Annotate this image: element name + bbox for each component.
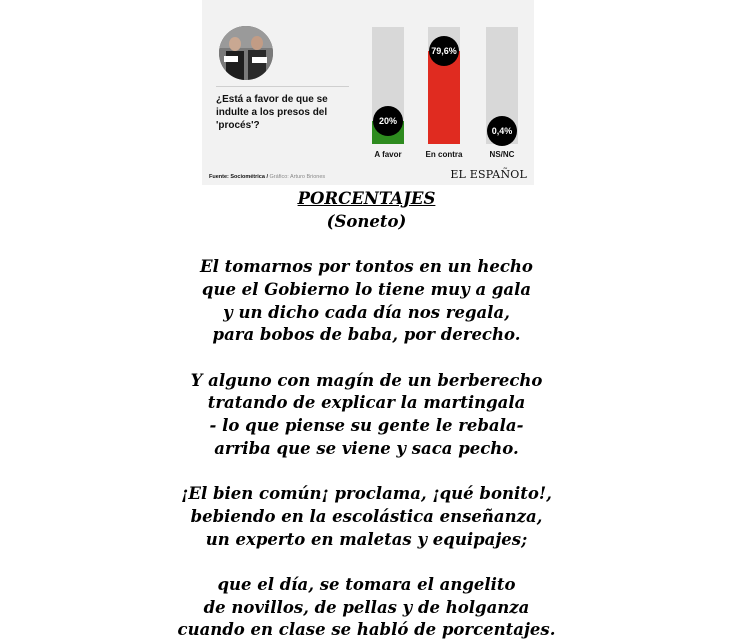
bar-label-en-contra: En contra xyxy=(425,150,463,159)
poem-title: PORCENTAJES xyxy=(297,189,436,208)
bar-label-a-favor: A favor xyxy=(374,150,402,159)
poem-line: para bobos de baba, por derecho. xyxy=(212,325,521,345)
bar-label-ns-nc: NS/NC xyxy=(489,150,515,159)
value-bubble-a-favor: 20% xyxy=(373,106,403,136)
source-note xyxy=(209,174,325,180)
poem-line: que el día, se tomara el angelito xyxy=(217,574,516,594)
poem-line: cuando en clase se habló de porcentajes. xyxy=(177,620,556,640)
poll-question: ¿Está a favor de que se indulte a los presos del 'procés'? xyxy=(216,94,328,131)
poem-line: arriba que se viene y saca pecho. xyxy=(214,438,519,458)
source-label: Fuente: Sociométrica / xyxy=(209,174,268,180)
poem-line: de novillos, de pellas y de holganza xyxy=(203,597,530,617)
poem-line: ¡El bien común¡ proclama, ¡qué bonito!, xyxy=(181,484,552,504)
poem-line: - lo que piense su gente le rebala- xyxy=(209,416,524,435)
stanza-1 xyxy=(0,256,733,347)
poll-graphic xyxy=(202,0,534,185)
poem-line: tratando de explicar la martingala xyxy=(207,393,526,413)
stanza-4 xyxy=(0,574,733,642)
poem-subtitle: (Soneto) xyxy=(326,211,407,231)
stanza-3 xyxy=(0,483,733,551)
poem-line: y un dicho cada día nos regala, xyxy=(223,302,510,322)
el-espanol-logo: EL ESPAÑOL xyxy=(450,168,527,181)
source-credit: Gráfico: Arturo Briones xyxy=(269,174,326,180)
poem-line: bebiendo en la escolástica enseñanza, xyxy=(190,506,543,526)
poem-line: El tomarnos por tontos en un hecho xyxy=(200,257,533,277)
stanza-2 xyxy=(0,370,733,461)
news-photo xyxy=(219,26,273,80)
value-bubble-en-contra: 79,6% xyxy=(429,36,459,66)
poem-line: que el Gobierno lo tiene muy a gala xyxy=(201,279,532,299)
poem-line: un experto en maletas y equipajes; xyxy=(205,529,528,549)
divider xyxy=(216,86,349,87)
value-bubble-ns-nc: 0,4% xyxy=(487,116,517,146)
poem-line: Y alguno con magín de un berberecho xyxy=(190,370,543,390)
poem xyxy=(0,188,733,642)
